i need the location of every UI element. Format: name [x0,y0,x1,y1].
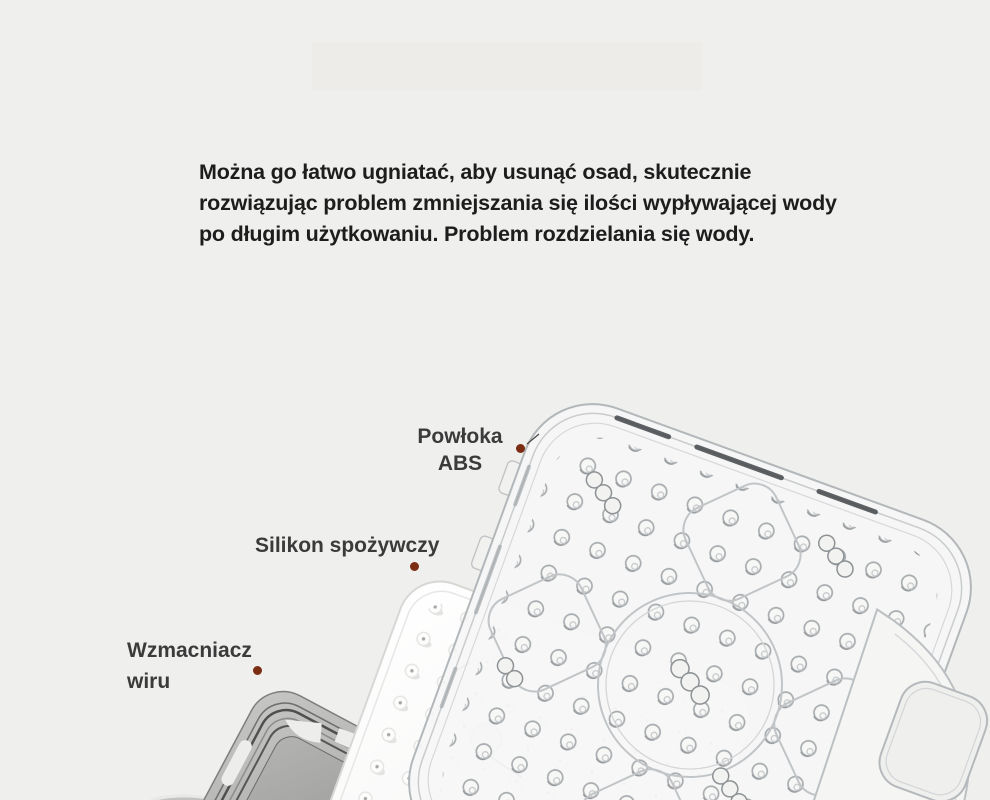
heading-line: po długim użytkowaniu. Problem rozdzielania się wody. [199,222,755,246]
heading [199,157,837,250]
callout-dot [410,562,419,571]
heading-line: rozwiązując problem zmniejszania się ilości wypływającej wody [199,191,837,215]
callout-dot [253,666,262,675]
callout-label: wiru [127,670,171,693]
callout-wzmacniacz-wiru [127,635,252,697]
callout-label: Silikon spożywczy [255,534,440,557]
callout-label: Wzmacniacz [127,639,252,662]
callout-label: ABS [437,452,483,475]
callout-dot [516,444,525,453]
callout-powloka-abs [405,423,515,477]
heading-line: Można go łatwo ugniatać, aby usunąć osad, skutecznie [199,160,752,184]
callout-label: Powłoka [417,425,503,448]
callout-silikon-spozywczy [255,531,439,561]
